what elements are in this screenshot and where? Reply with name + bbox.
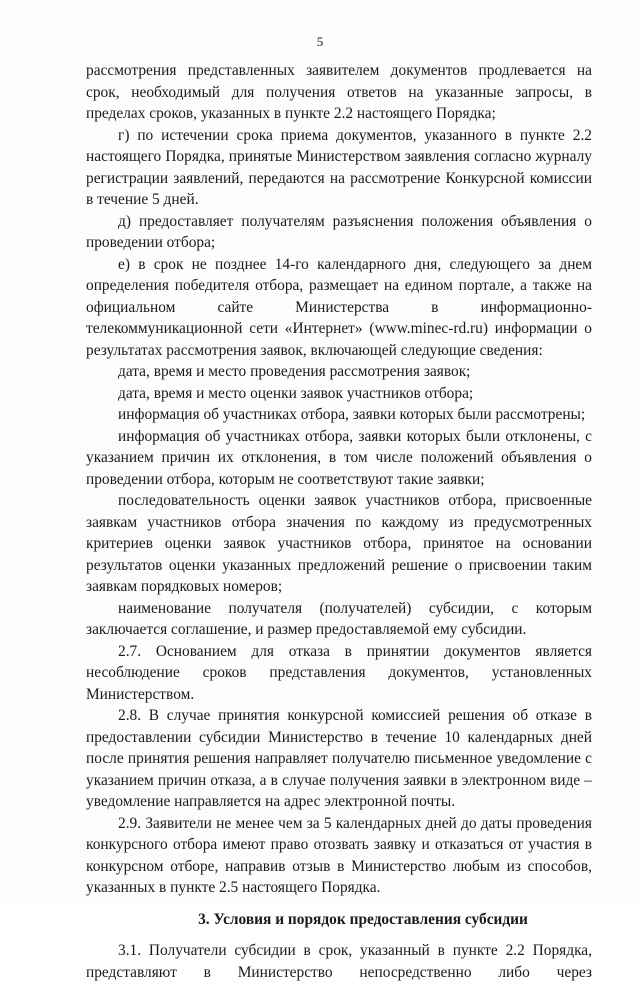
page-number: 5 bbox=[316, 34, 324, 49]
paragraph-item-e: е) в срок не позднее 14-го календарного дня, следующего за днем определения победителя отбора, размещает на едином портале, а также на официальном сайте Министерства в информационно-телекоммуникационной сети «Интернет» (www.minec-rd.ru) информации о результатах рассмотрения заявок, включающей следующие сведения: bbox=[86, 255, 592, 359]
list-item-reviewed-participants: информация об участниках отбора, заявки которых были рассмотрены; bbox=[118, 406, 586, 423]
list-item-review-date: дата, время и место проведения рассмотрения заявок; bbox=[118, 363, 471, 380]
list-item-evaluation-sequence: последовательность оценки заявок участников отбора, присвоенные заявкам участников отбора значения по каждому из предусмотренных критериев оценки заявок участников отбора, принятое на основании результатов оценки указанных предложений решение о присвоении таким заявкам порядковых номеров; bbox=[86, 492, 592, 595]
list-item-recipient-name: наименование получателя (получателей) субсидии, с которым заключается соглашение, и размер предоставляемой ему субсидии. bbox=[86, 599, 592, 638]
paragraph-2-9: 2.9. Заявители не менее чем за 5 календарных дней до даты проведения конкурсного отбора имеют право отозвать заявку и отказаться от участия в конкурсном отборе, направив отзыв в Министерство любым из способов, указанных в пункте 2.5 настоящего Порядка. bbox=[86, 814, 592, 896]
paragraph-item-d: д) предоставляет получателям разъяснения положения объявления о проведении отбора; bbox=[86, 212, 592, 251]
section-3-heading: 3. Условия и порядок предоставления субсидии bbox=[198, 910, 528, 928]
paragraph-2-7: 2.7. Основанием для отказа в принятии документов является несоблюдение сроков представления документов, установленных Министерством. bbox=[86, 642, 592, 703]
paragraph-continuation: рассмотрения представленных заявителем документов продлевается на срок, необходимый для получения ответов на указанные запросы, в пределах сроков, указанных в пункте 2.2 настоящего Порядка; bbox=[86, 62, 592, 122]
paragraph-2-8: 2.8. В случае принятия конкурсной комиссией решения об отказе в предоставлении субсидии Министерство в течение 10 календарных дней после принятия решения направляет получателю письменное уведомление с указанием причин отказа, а в случае получения заявки в электронном виде – уведомление направляется на адрес электронной почты. bbox=[86, 707, 592, 810]
spacer bbox=[86, 899, 592, 909]
paragraph-item-g: г) по истечении срока приема документов, указанного в пункте 2.2 настоящего Порядка, принятые Министерством заявления согласно журналу регистрации заявлений, передаются на рассмотрение Конкурсной комиссии в течение 5 дней. bbox=[86, 126, 592, 208]
document-body bbox=[86, 60, 592, 983]
list-item-evaluation-date: дата, время и место оценки заявок участников отбора; bbox=[118, 384, 474, 402]
list-item-rejected-participants: информация об участниках отбора, заявки которых были отклонены, с указанием причин их отклонения, в том числе положений объявления о проведении отбора, которым не соответствуют такие заявки; bbox=[86, 427, 592, 488]
paragraph-3-1: 3.1. Получатели субсидии в срок, указанный в пункте 2.2 Порядка, представляют в Министерство непосредственно либо через bbox=[86, 942, 592, 981]
spacer bbox=[86, 930, 592, 940]
